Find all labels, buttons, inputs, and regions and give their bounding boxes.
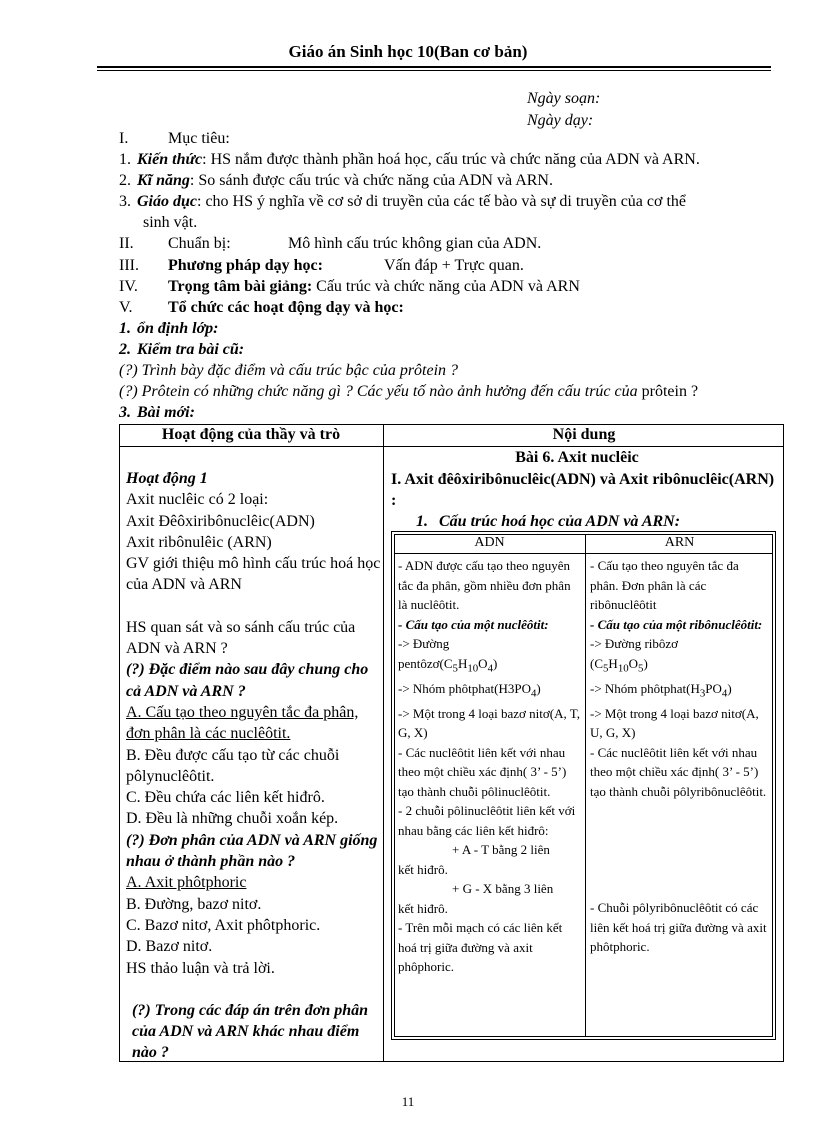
comparison-head-arn: ARN: [664, 535, 695, 550]
objective-knowledge: 1. Kiến thức: HS nắm được thành phần hoá học, cấu trúc và chức năng của ADN và ARN.: [119, 151, 700, 168]
objective-skill: 2. Kĩ năng: So sánh được cấu trúc và chức năng của ADN và ARN.: [119, 172, 553, 189]
answer-option: C. Bazơ nitơ, Axit phôtphoric.: [126, 916, 321, 934]
answer-correct: A. Cấu tạo theo nguyên tắc đa phân, đơn phân là các nuclêôtit.: [126, 703, 359, 743]
objective-education-cont: sinh vật.: [143, 214, 198, 231]
activity-line: HS quan sát và so sánh cấu trúc của ADN và ARN ?: [126, 618, 356, 658]
section-focus: IV. Trọng tâm bài giảng: Cấu trúc và chức năng của ADN và ARN: [119, 278, 580, 295]
page-number: 11: [401, 1094, 415, 1109]
date-taught: Ngày dạy:: [527, 112, 594, 129]
activity-title: Hoạt động 1: [126, 470, 208, 487]
comparison-head-adn: ADN: [474, 535, 505, 550]
step-new-lesson: 3. Bài mới:: [119, 404, 195, 421]
comparison-header-rule: [394, 553, 773, 554]
dates-block: [527, 88, 600, 132]
header-rule: [97, 66, 771, 68]
activity-line: GV giới thiệu mô hình cấu trúc hoá học của ADN và ARN: [126, 555, 381, 594]
activity-line: Axit Đêôxiribônuclêic(ADN): [126, 512, 315, 530]
arn-column: - Cấu tạo theo nguyên tắc đa phân. Đơn phân là các ribônuclêôtit - Cấu tạo của một ribônuclêôtit: -> Đường ribôzơ $(C_5H_{10}O_5)$ -> Nhóm $phôtphat(H_3PO_4)$ -> Một trong 4 loại bazơ nitơ(A, U, G, X) - Các nuclêôtit liên kết với nhau theo một chiều xác định( 3’ - 5’) tạo thành chuỗi pôlyribônuclêôtit. - Chuỗi pôlyribônuclêôtit có các liên kết hoá trị giữa đường và axit phôtphoric.: [590, 558, 767, 955]
activity-line: HS thảo luận và trả lời.: [126, 959, 275, 977]
section-objectives: I. Mục tiêu:: [119, 130, 230, 147]
table-head-activities: Hoạt động của thầy và trò: [161, 426, 341, 443]
answer-option: B. Đường, bazơ nitơ.: [126, 895, 262, 913]
question-monomer: (?) Đơn phân của ADN và ARN giống nhau ở thành phần nào ?: [126, 831, 378, 871]
activity-line: Axit nuclêic có 2 loại:: [126, 491, 269, 509]
table-divider: [383, 424, 384, 1062]
activities-column: [126, 468, 381, 1064]
lesson-section-heading: I. Axit đêôxiribônuclêic(ADN) và Axit ribônuclêic(ARN) :: [391, 471, 775, 509]
lesson-subheading: 1. Cấu trúc hoá học của ADN và ARN:: [416, 513, 681, 530]
review-question-2: (?) Prôtein có những chức năng gì ? Các yếu tố nào ảnh hưởng đến cấu trúc của prôtein ?: [119, 383, 699, 400]
question-common: (?) Đặc điểm nào sau đây chung cho cả ADN và ARN ?: [126, 661, 369, 700]
header-rule-thin: [97, 70, 771, 71]
section-preparation: II. Chuẩn bị: Mô hình cấu trúc không gian của ADN.: [119, 235, 542, 252]
activity-line: Axit ribônulêic (ARN): [126, 533, 272, 551]
table-head-content: Nội dung: [552, 426, 616, 443]
section-organization: V. Tổ chức các hoạt động dạy và học:: [119, 299, 404, 316]
review-question-1: (?) Trình bày đặc điểm và cấu trúc bậc của prôtein ?: [119, 362, 459, 379]
lesson-title: Bài 6. Axit nuclêic: [515, 449, 639, 466]
question-difference: (?) Trong các đáp án trên đơn phân của ADN và ARN khác nhau điểm nào ?: [132, 1001, 369, 1062]
comparison-divider: [585, 534, 586, 1037]
section-methods: III. Phương pháp dạy học: Vấn đáp + Trực quan.: [119, 257, 524, 274]
answer-option: C. Đều chứa các liên kết hiđrô.: [126, 789, 325, 807]
answer-option: B. Đều được cấu tạo từ các chuỗi pôlynuclêôtit.: [126, 746, 340, 785]
answer-option: D. Bazơ nitơ.: [126, 938, 213, 956]
date-prepared: Ngày soạn:: [527, 90, 601, 107]
page-header-title: Giáo án Sinh học 10(Ban cơ bản): [288, 42, 528, 61]
answer-option: D. Đều là những chuỗi xoắn kép.: [126, 810, 339, 828]
answer-correct: A. Axit phôtphoric: [126, 874, 247, 892]
adn-column: - ADN được cấu tạo theo nguyên tắc đa phân, gồm nhiều đơn phân là nuclêôtit. - Cấu tạo của một nuclêôtit: -> Đường $pentôzơ(C_5H_{10}O_4)$ -> Nhóm $phôtphat(H3PO_4)$ -> Một trong 4 loại bazơ nitơ(A, T, G, X) - Các nuclêôtit liên kết với nhau theo một chiều xác định( 3’ - 5’) tạo thành chuỗi pôlinuclêôtit. - 2 chuỗi pôlinuclêôtit liên kết với nhau bằng các liên kết hiđrô: + A - T bằng 2 liên kết hiđrô. + G - X bằng 3 liên kết hiđrô. - Trên mỗi mạch có các liên kết hoá trị giữa đường và axit phôphoric.: [398, 558, 580, 975]
objective-education: 3. Giáo dục: cho HS ý nghĩa về cơ sở di truyền của các tế bào và sự di truyền của cơ thể: [119, 193, 687, 210]
step-class-order: 1. ổn định lớp:: [119, 320, 219, 337]
step-review: 2. Kiểm tra bài cũ:: [119, 341, 245, 358]
